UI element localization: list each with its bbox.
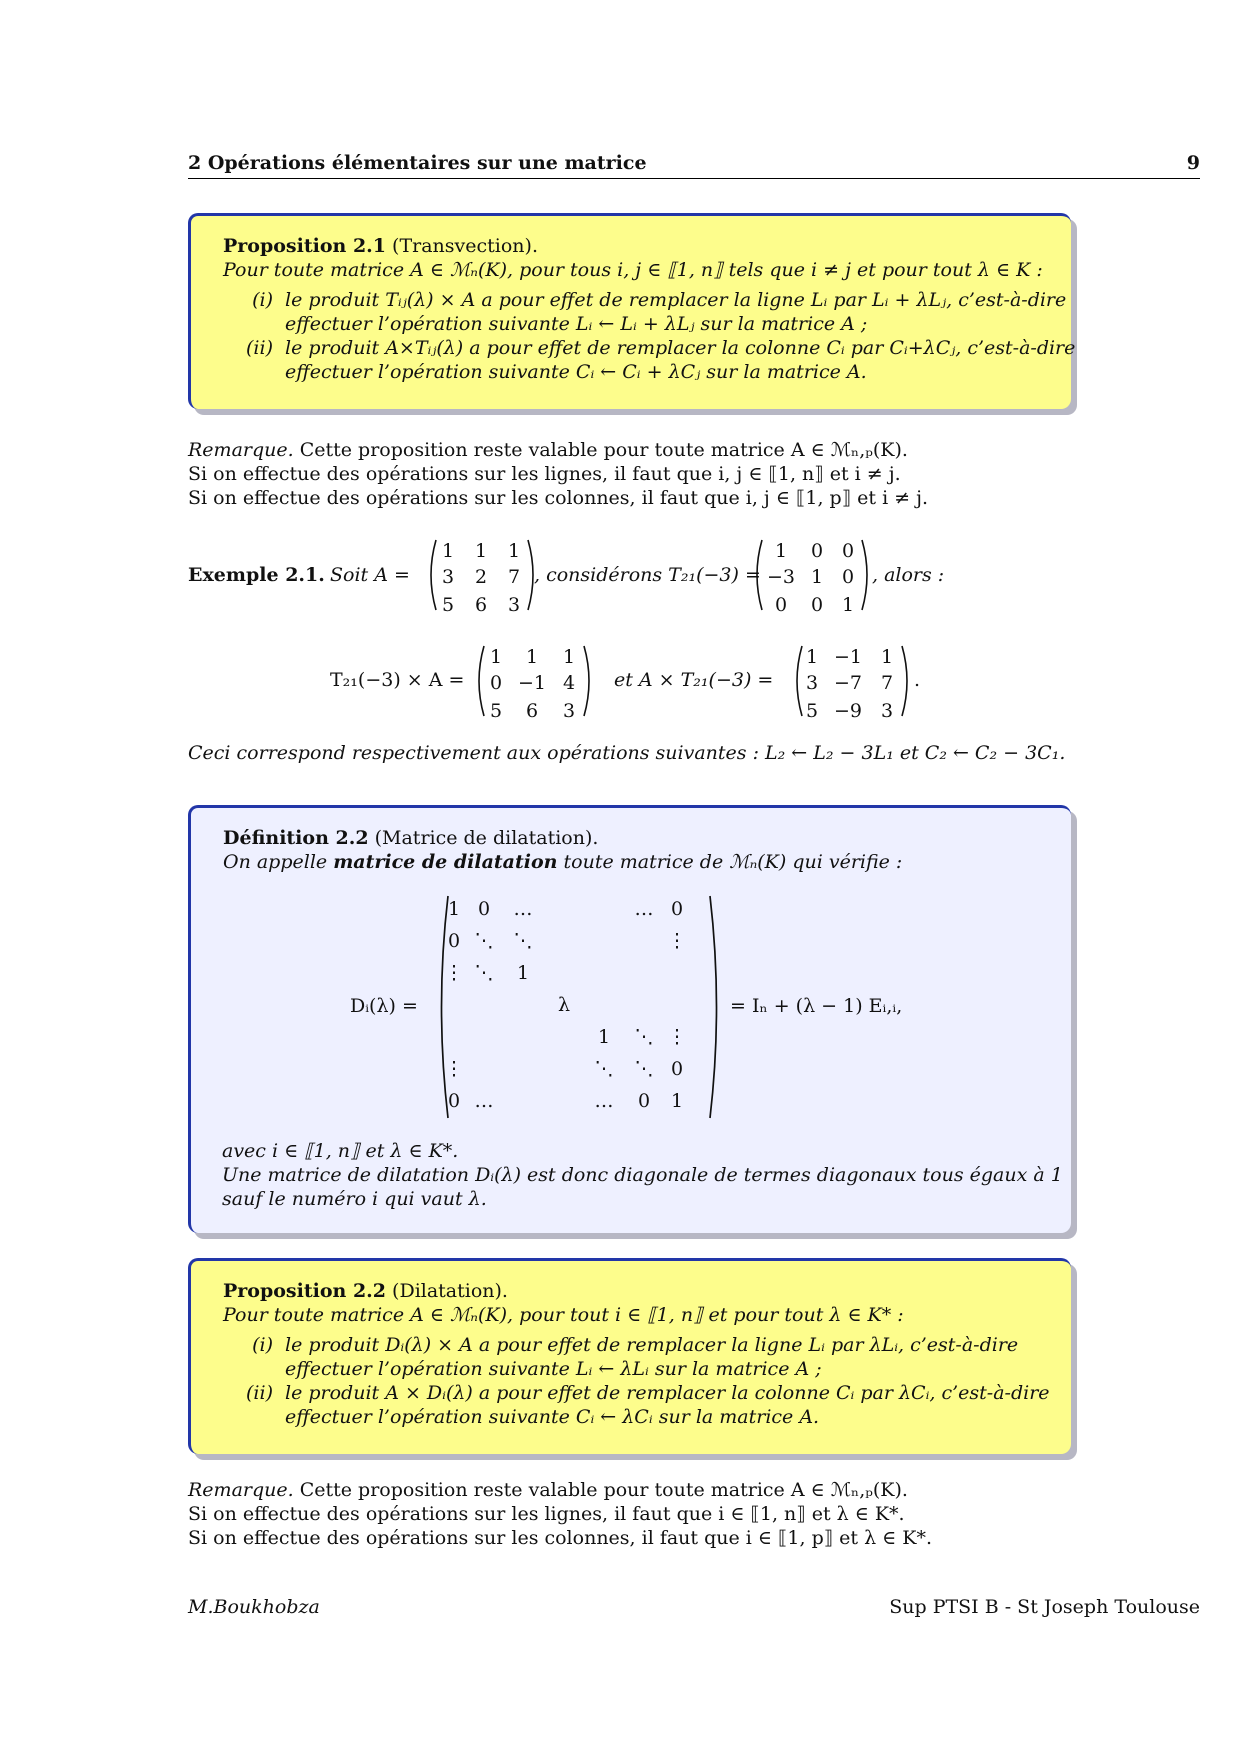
matrix-dilatation [442, 894, 690, 1118]
matrix-cell: −1 [517, 672, 546, 694]
matrix-cell: ⋮ [444, 962, 464, 984]
matrix-cell: ⋱ [474, 930, 494, 952]
matrix-cell: 5 [805, 700, 819, 722]
matrix-cell: 0 [670, 1058, 684, 1080]
section-title: 2 Opérations élémentaires sur une matrice [188, 152, 647, 174]
remark-label: Remarque. [188, 439, 294, 461]
example-text: Soit A = [330, 564, 410, 586]
remark-text: Si on effectue des opérations sur les lignes, il faut que i, j ∈ ⟦1, n⟧ et i ≠ j. [188, 463, 901, 485]
matrix-cell: 7 [507, 566, 521, 588]
definition-text: toute matrice de ℳₙ(K) qui vérifie : [557, 851, 903, 873]
matrix-cell: ⋮ [667, 1026, 687, 1048]
matrix-cell: 6 [474, 594, 488, 616]
period: . [914, 669, 921, 691]
product-lhs: et A × T₂₁(−3) = [614, 669, 774, 691]
product-lhs: T₂₁(−3) × A = [330, 669, 465, 691]
matrix-cell: ⋮ [667, 930, 687, 952]
matrix-cell: 0 [810, 594, 824, 616]
matrix-cell: 0 [774, 594, 788, 616]
proposition-subtitle: (Dilatation). [392, 1280, 508, 1302]
matrix-cell: ⋱ [634, 1026, 654, 1048]
matrix-cell: 5 [489, 700, 503, 722]
matrix-cell: 1 [507, 540, 521, 562]
item-line: le produit Tᵢⱼ(λ) × A a pour effet de remplacer la ligne Lᵢ par Lᵢ + λLⱼ, c’est-à-dire [285, 289, 1067, 311]
matrix-result-2 [800, 646, 902, 722]
matrix-cell: 1 [597, 1026, 611, 1048]
matrix-cell: 3 [562, 700, 576, 722]
matrix-cell: ⋱ [594, 1058, 614, 1080]
matrix-cell: 1 [441, 540, 455, 562]
matrix-cell: ⋱ [634, 1058, 654, 1080]
item-line: effectuer l’opération suivante Lᵢ ← Lᵢ + λLⱼ sur la matrice A ; [285, 313, 868, 335]
proposition-subtitle: (Transvection). [392, 235, 538, 257]
list-item [223, 1333, 1045, 1381]
page-number: 9 [1186, 152, 1200, 174]
matrix-cell: 0 [810, 540, 824, 562]
matrix-cell: −7 [833, 672, 862, 694]
definition-text: avec i ∈ ⟦1, n⟧ et λ ∈ K*. [222, 1140, 459, 1162]
matrix-cell: 1 [810, 566, 824, 588]
proposition-2-2-box [188, 1258, 1071, 1454]
footer-author: M.Boukhobza [188, 1596, 320, 1618]
matrix-cell: 1 [774, 540, 788, 562]
item-line: le produit A×Tᵢⱼ(λ) a pour effet de remplacer la colonne Cᵢ par Cᵢ+λCⱼ, c’est-à-dire [285, 337, 1076, 359]
matrix-cell: 1 [805, 646, 819, 668]
matrix-cell: 1 [880, 646, 894, 668]
item-line: le produit A × Dᵢ(λ) a pour effet de remplacer la colonne Cᵢ par λCᵢ, c’est-à-dire [285, 1382, 1050, 1404]
matrix-cell: 3 [880, 700, 894, 722]
matrix-T [762, 540, 862, 616]
matrix-cell: −1 [833, 646, 862, 668]
matrix-cell: … [634, 898, 654, 920]
remark-text: Si on effectue des opérations sur les colonnes, il faut que i, j ∈ ⟦1, p⟧ et i ≠ j. [188, 487, 929, 509]
definition-heading: Définition 2.2 [223, 827, 369, 849]
remark-label: Remarque. [188, 1479, 294, 1501]
example-text: , alors : [872, 564, 945, 586]
matrix-cell: 2 [474, 566, 488, 588]
matrix-cell: −3 [766, 566, 795, 588]
matrix-cell: 3 [441, 566, 455, 588]
footer-course: Sup PTSI B - St Joseph Toulouse [889, 1596, 1200, 1618]
matrix-cell: ⋱ [513, 930, 533, 952]
remark-text: Cette proposition reste valable pour toute matrice A ∈ ℳₙ,ₚ(K). [299, 439, 908, 461]
item-line: effectuer l’opération suivante Lᵢ ← λLᵢ sur la matrice A ; [285, 1358, 822, 1380]
item-label: (i) [252, 1334, 273, 1356]
right-paren [900, 644, 914, 718]
definition-text: On appelle [223, 851, 334, 873]
remark-1 [188, 438, 928, 510]
matrix-cell: … [594, 1090, 614, 1112]
item-line: effectuer l’opération suivante Cᵢ ← Cᵢ + λCⱼ sur la matrice A. [285, 361, 867, 383]
matrix-cell: 4 [562, 672, 576, 694]
matrix-cell: 1 [516, 962, 530, 984]
matrix-cell: 1 [670, 1090, 684, 1112]
dilatation-lhs: Dᵢ(λ) = [350, 995, 418, 1017]
example-label: Exemple 2.1. [188, 564, 325, 586]
definition-conditions [222, 1139, 1063, 1211]
proposition-statement: Pour toute matrice A ∈ ℳₙ(K), pour tous i, j ∈ ⟦1, n⟧ tels que i ≠ j et pour tout λ ∈ K : [223, 259, 1043, 281]
item-label: (i) [252, 289, 273, 311]
remark-2 [188, 1478, 932, 1550]
item-line: effectuer l’opération suivante Cᵢ ← λCᵢ sur la matrice A. [285, 1406, 820, 1428]
proposition-heading: Proposition 2.2 [223, 1280, 386, 1302]
matrix-result-1 [482, 646, 584, 722]
matrix-cell: 0 [447, 1090, 461, 1112]
matrix-cell: 0 [841, 566, 855, 588]
proposition-2-1-box [188, 213, 1076, 409]
matrix-cell: 0 [489, 672, 503, 694]
matrix-cell: ⋮ [444, 1058, 464, 1080]
definition-term: matrice de dilatation [333, 851, 558, 873]
definition-text: sauf le numéro i qui vaut λ. [222, 1188, 487, 1210]
matrix-cell: 0 [670, 898, 684, 920]
remark-text: Si on effectue des opérations sur les lignes, il faut que i ∈ ⟦1, n⟧ et λ ∈ K*. [188, 1503, 905, 1525]
running-header [188, 150, 1200, 179]
matrix-cell: 1 [447, 898, 461, 920]
matrix-cell: 1 [841, 594, 855, 616]
list-item [223, 336, 1076, 384]
matrix-cell: 1 [562, 646, 576, 668]
right-paren [708, 894, 724, 1120]
definition-subtitle: (Matrice de dilatation). [374, 827, 599, 849]
matrix-cell: 1 [474, 540, 488, 562]
definition-text: Une matrice de dilatation Dᵢ(λ) est donc diagonale de termes diagonaux tous égaux à 1 [222, 1164, 1063, 1186]
proposition-heading: Proposition 2.1 [223, 235, 386, 257]
remark-text: Cette proposition reste valable pour toute matrice A ∈ ℳₙ,ₚ(K). [299, 1479, 908, 1501]
item-label: (ii) [246, 337, 273, 359]
proposition-statement: Pour toute matrice A ∈ ℳₙ(K), pour tout i ∈ ⟦1, n⟧ et pour tout λ ∈ K* : [223, 1304, 904, 1326]
matrix-cell: … [513, 898, 533, 920]
item-line: le produit Dᵢ(λ) × A a pour effet de remplacer la ligne Lᵢ par λLᵢ, c’est-à-dire [285, 1334, 1019, 1356]
example-text: , considérons T₂₁(−3) = [534, 564, 761, 586]
right-paren [582, 644, 596, 718]
definition-intro [223, 850, 1045, 874]
matrix-cell: 1 [489, 646, 503, 668]
dilatation-rhs: = Iₙ + (λ − 1) Eᵢ,ᵢ, [730, 995, 903, 1017]
list-item [223, 1381, 1050, 1429]
matrix-cell: 1 [525, 646, 539, 668]
list-item [223, 288, 1067, 336]
matrix-cell: λ [557, 994, 571, 1016]
matrix-cell: 0 [637, 1090, 651, 1112]
matrix-cell: ⋱ [474, 962, 494, 984]
matrix-cell: 3 [805, 672, 819, 694]
matrix-cell: −9 [833, 700, 862, 722]
example-conclusion: Ceci correspond respectivement aux opérations suivantes : L₂ ← L₂ − 3L₁ et C₂ ← C₂ − 3C₁. [188, 742, 1066, 764]
matrix-cell: 7 [880, 672, 894, 694]
matrix-cell: 0 [477, 898, 491, 920]
matrix-cell: 5 [441, 594, 455, 616]
matrix-cell: 3 [507, 594, 521, 616]
remark-text: Si on effectue des opérations sur les colonnes, il faut que i ∈ ⟦1, p⟧ et λ ∈ K*. [188, 1527, 933, 1549]
matrix-cell: 0 [841, 540, 855, 562]
item-label: (ii) [246, 1382, 273, 1404]
matrix-A [434, 540, 528, 616]
matrix-cell: 0 [447, 930, 461, 952]
matrix-cell: 6 [525, 700, 539, 722]
matrix-cell: … [474, 1090, 494, 1112]
